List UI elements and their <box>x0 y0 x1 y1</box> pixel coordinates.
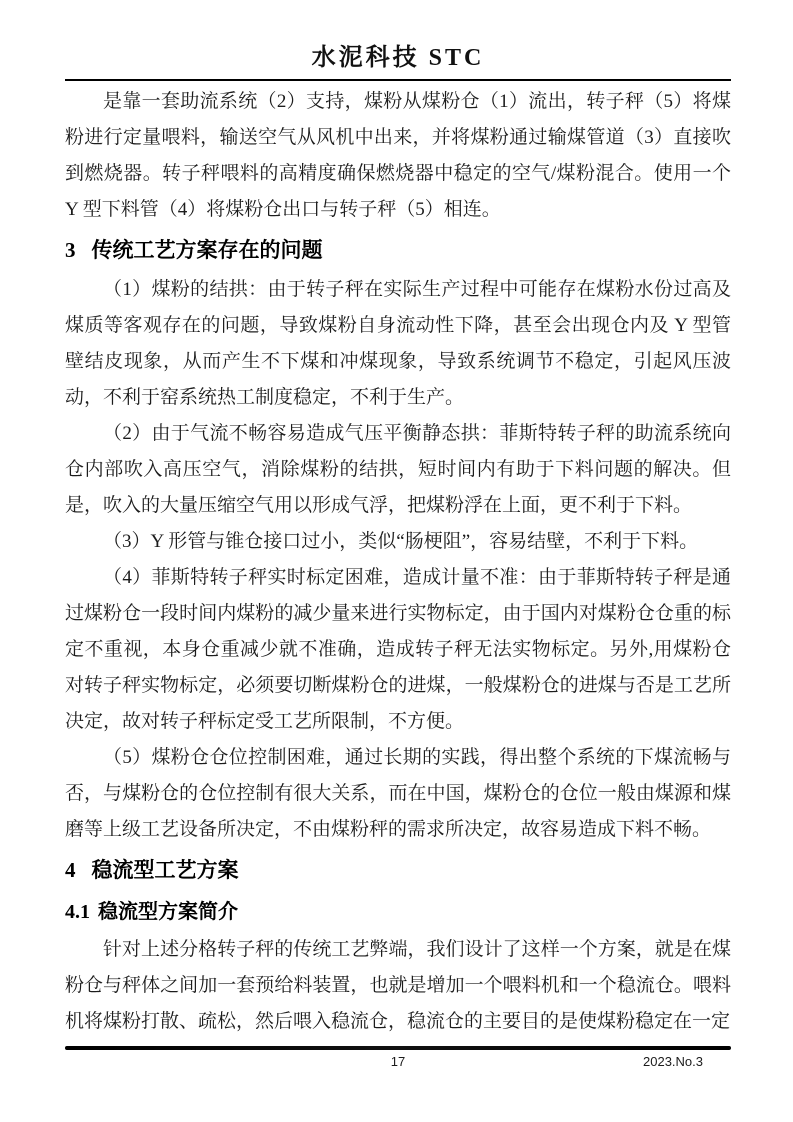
footer-row <box>65 1054 731 1074</box>
journal-title: 水泥科技 STC <box>311 45 485 71</box>
page-header <box>65 42 731 81</box>
page-number: 17 <box>390 1054 406 1069</box>
intro-paragraph: 是靠一套助流系统（2）支持，煤粉从煤粉仓（1）流出，转子秤（5）将煤粉进行定量喂料，输送空气从风机中出来，并将煤粉通过输煤管道（3）直接吹到燃烧器。转子秤喂料的高精度确保燃烧器中稳定的空气/煤粉混合。使用一个 Y 型下料管（4）将煤粉仓出口与转子秤（5）相连。 <box>65 91 731 220</box>
subsection-4-1-title: 稳流型方案简介 <box>98 901 238 923</box>
subsection-4-1-number: 4.1 <box>65 901 90 923</box>
issue-label: 2023.No.3 <box>643 1054 703 1069</box>
section-3-number: 3 <box>65 238 76 262</box>
section-3-title: 传统工艺方案存在的问题 <box>91 238 323 262</box>
section-3-heading <box>65 228 731 272</box>
section-4-heading <box>65 848 731 892</box>
subsection-4-1-heading <box>65 892 731 932</box>
section-4-number: 4 <box>65 858 76 882</box>
paragraph-problem-2: （2）由于气流不畅容易造成气压平衡静态拱：菲斯特转子秤的助流系统向仓内部吹入高压空气，消除煤粉的结拱，短时间内有助于下料问题的解决。但是，吹入的大量压缩空气用以形成气浮，把煤粉浮在上面，更不利于下料。 <box>65 423 731 516</box>
paragraph-steady-flow-intro: 针对上述分格转子秤的传统工艺弊端，我们设计了这样一个方案，就是在煤粉仓与秤体之间加一套预给料装置，也就是增加一个喂料机和一个稳流仓。喂料机将煤粉打散、疏松，然后喂入稳流仓，稳流仓的主要目的是使煤粉稳定在一定 <box>65 939 731 1032</box>
paragraph-problem-4: （4）菲斯特转子秤实时标定困难，造成计量不准：由于菲斯特转子秤是通过煤粉仓一段时间内煤粉的减少量来进行实物标定，由于国内对煤粉仓仓重的标定不重视，本身仓重减少就不准确，造成转子秤无法实物标定。另外,用煤粉仓对转子秤实物标定，必须要切断煤粉仓的进煤，一般煤粉仓的进煤与否是工艺所决定，故对转子秤标定受工艺所限制，不方便。 <box>65 567 731 732</box>
page-footer <box>65 1046 731 1074</box>
document-body <box>65 84 731 1040</box>
header-rule <box>65 79 731 81</box>
paragraph-problem-3: （3）Y 形管与锥仓接口过小，类似“肠梗阻”，容易结壁，不利于下料。 <box>103 531 699 552</box>
paragraph-problem-5: （5）煤粉仓仓位控制困难，通过长期的实践，得出整个系统的下煤流畅与否，与煤粉仓的仓位控制有很大关系，而在中国，煤粉仓的仓位一般由煤源和煤磨等上级工艺设备所决定，不由煤粉秤的需求所决定，故容易造成下料不畅。 <box>65 747 731 840</box>
footer-rule <box>65 1046 731 1050</box>
section-4-title: 稳流型工艺方案 <box>91 858 239 882</box>
paragraph-problem-1: （1）煤粉的结拱：由于转子秤在实际生产过程中可能存在煤粉水份过高及煤质等客观存在的问题，导致煤粉自身流动性下降，甚至会出现仓内及 Y 型管壁结皮现象，从而产生不下煤和冲煤现象，导致系统调节不稳定，引起风压波动，不利于窑系统热工制度稳定，不利于生产。 <box>65 279 731 408</box>
